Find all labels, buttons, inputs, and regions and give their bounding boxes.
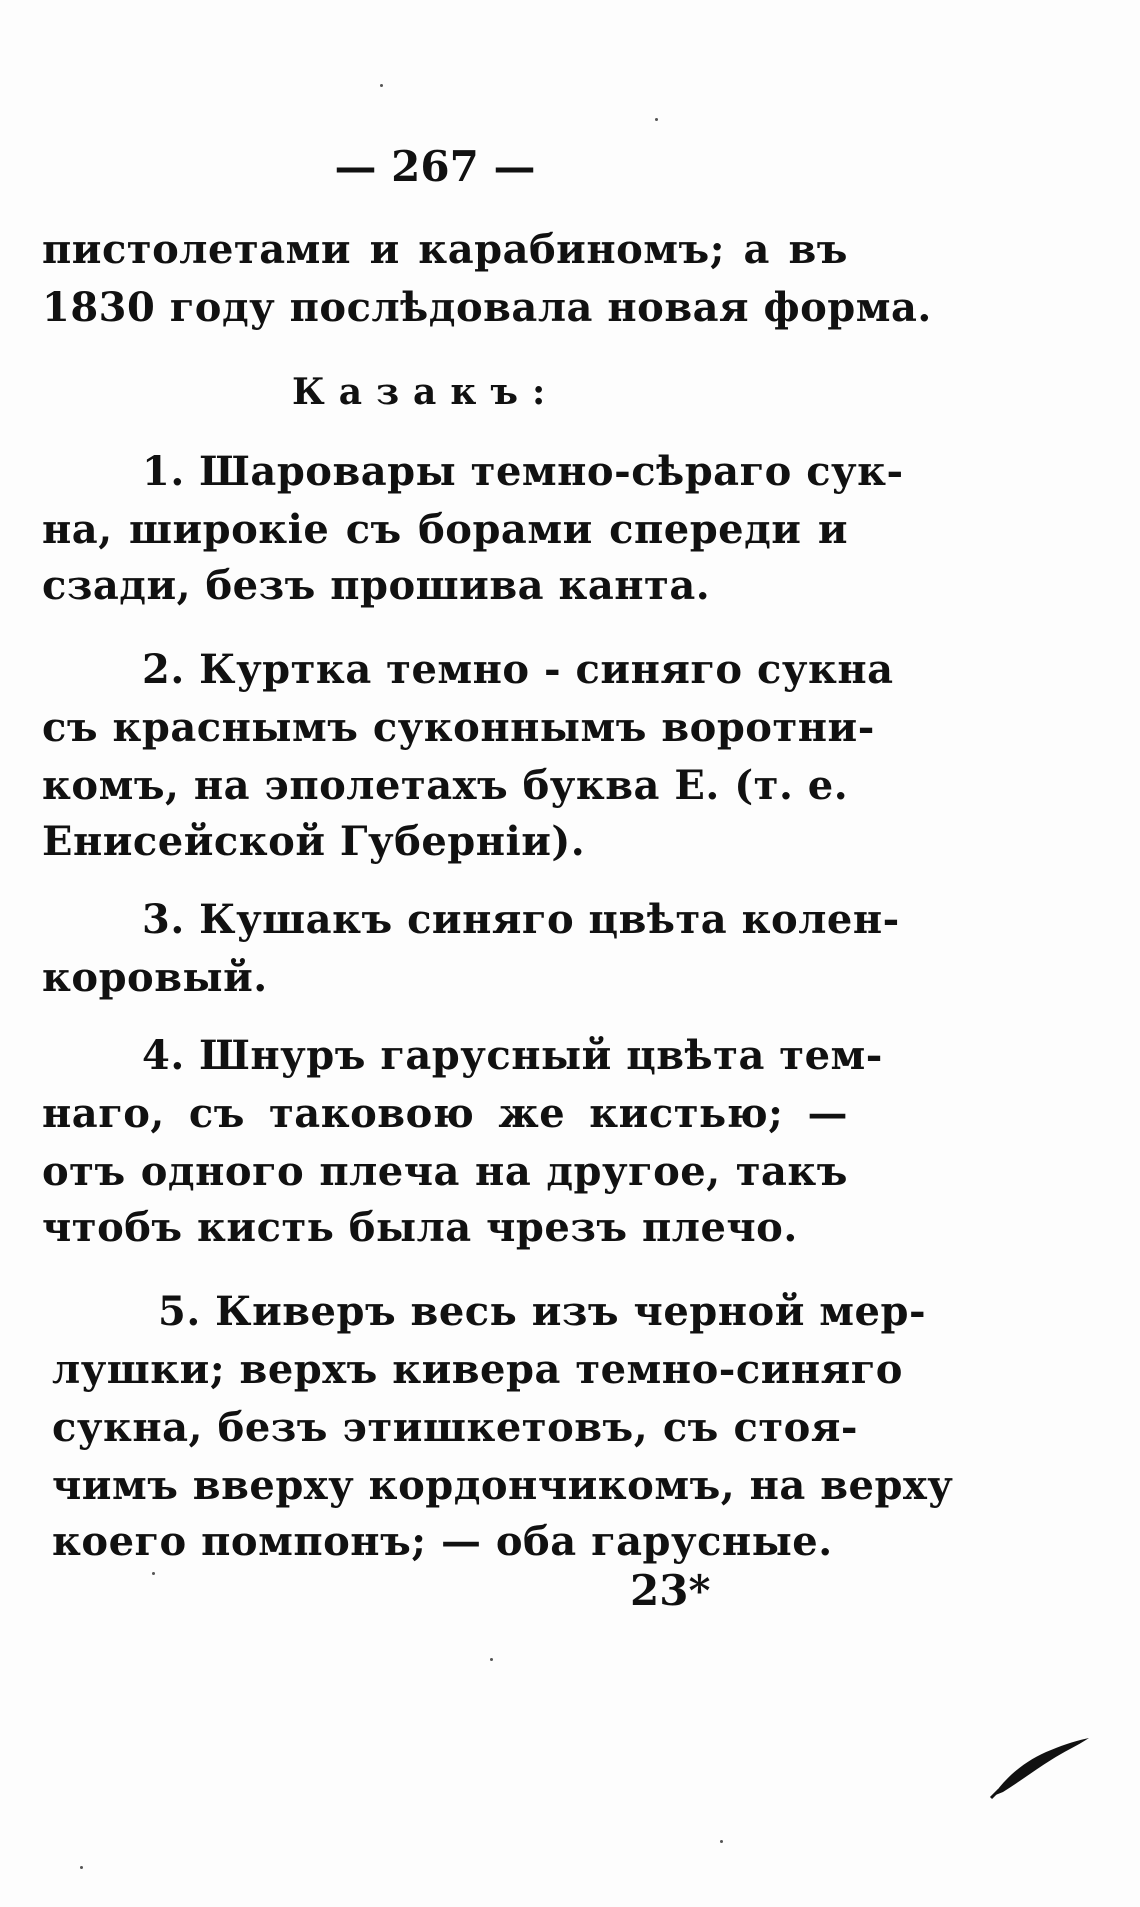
item-3-line: 3. Кушакъ синяго цвѣта колен- — [142, 896, 900, 943]
item-1-line: сзади, безъ прошива канта. — [42, 562, 711, 609]
item-2-line: 2. Куртка темно - синяго сукна — [142, 646, 894, 693]
page-number: — 267 — — [334, 142, 536, 191]
item-4-line: чтобъ кисть была чрезъ плечо. — [42, 1204, 798, 1251]
item-5-line: сукна, безъ этишкетовъ, съ стоя- — [52, 1404, 858, 1451]
item-2-line: Енисейской Губерніи). — [42, 818, 586, 865]
scan-speck — [720, 1840, 723, 1843]
item-4-line: наго, съ таковою же кистью; — — [42, 1090, 848, 1137]
text-line: 1830 году послѣдовала новая форма. — [42, 284, 932, 331]
item-1-line: на, широкіе съ борами спереди и — [42, 506, 848, 553]
scan-speck — [80, 1866, 83, 1869]
item-5-line: лушки; верхъ кивера темно-синяго — [52, 1346, 903, 1393]
printer-signature-mark: 23* — [630, 1566, 711, 1615]
scan-speck — [152, 1572, 155, 1575]
item-4-line: отъ одного плеча на другое, такъ — [42, 1148, 848, 1195]
text-line: пистолетами и карабиномъ; а въ — [42, 226, 848, 273]
scan-speck — [655, 118, 658, 121]
item-5-line: 5. Киверъ весь изъ черной мер- — [158, 1288, 927, 1335]
item-3-line: коровый. — [42, 954, 268, 1001]
scan-speck — [380, 84, 383, 87]
item-1-line: 1. Шаровары темно-сѣраго сук- — [142, 448, 904, 495]
item-2-line: комъ, на эполетахъ буква Е. (т. е. — [42, 762, 849, 809]
section-heading: Казакъ: — [292, 371, 560, 413]
item-4-line: 4. Шнуръ гарусный цвѣта тем- — [142, 1032, 883, 1079]
ink-stroke-mark — [985, 1730, 1095, 1800]
item-5-line: чимъ вверху кордончикомъ, на верху — [52, 1462, 954, 1509]
item-5-line: коего помпонъ; — оба гарусные. — [52, 1518, 833, 1565]
scan-speck — [490, 1658, 493, 1661]
item-2-line: съ краснымъ суконнымъ воротни- — [42, 704, 875, 751]
